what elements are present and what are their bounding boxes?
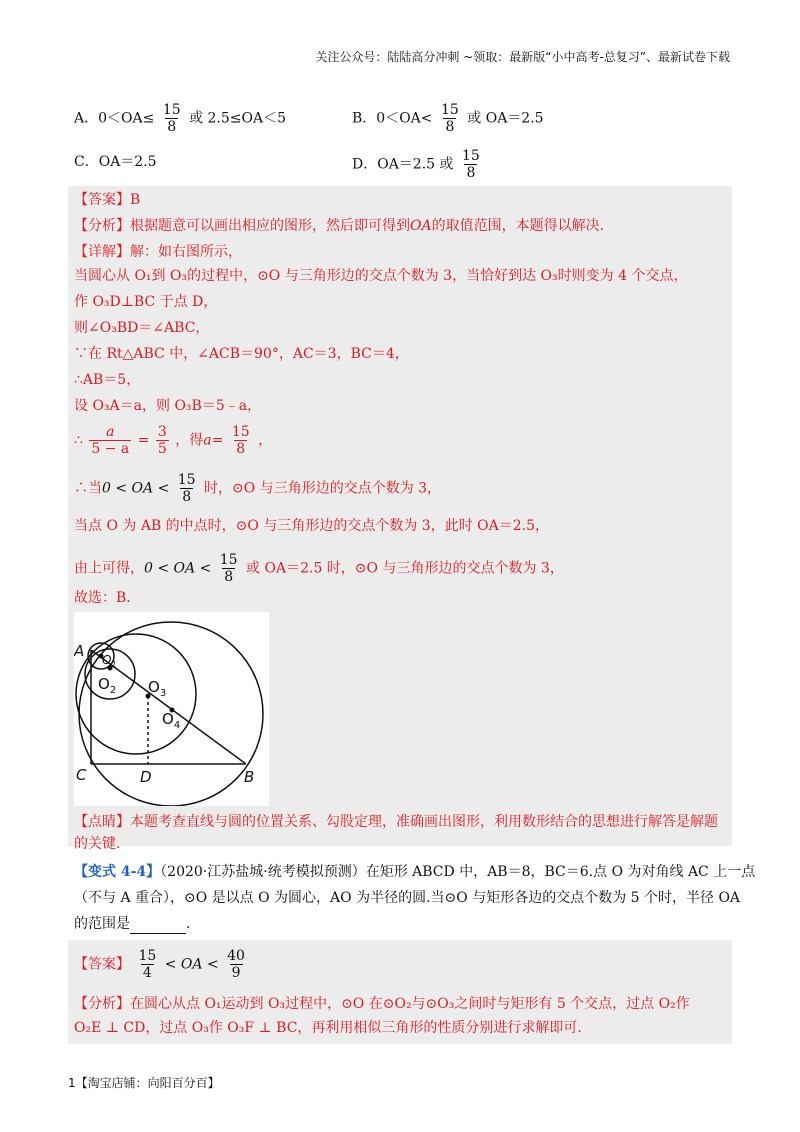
frac-num: 15 xyxy=(177,472,196,488)
fraction-15-8 xyxy=(161,102,183,135)
detail-l7 xyxy=(74,424,272,457)
frac-den: 5 − a xyxy=(91,441,130,457)
l8-suffix: 时，⊙O 与三角形边的交点个数为 3， xyxy=(204,480,442,497)
l7-end: ， xyxy=(258,432,273,449)
variant-line-2: （不与 A 重合），⊙O 是以点 O 为圆心，AO 为半径的圆.当⊙O 与矩形各边的交点个数为 5 个时，半径 OA xyxy=(74,890,741,906)
fraction-40-9 xyxy=(225,948,247,981)
frac-num: 15 xyxy=(231,424,250,440)
label-d: D xyxy=(140,768,152,786)
frac-num: a xyxy=(106,424,115,440)
detail-l5: ∴AB＝5， xyxy=(74,372,141,388)
label-o3-text: O xyxy=(148,678,160,696)
frac-den: 8 xyxy=(466,165,476,181)
fraction-15-8 xyxy=(218,552,240,585)
variant-text-3-end: . xyxy=(186,916,191,932)
detail-l2: 作 O₃D⊥BC 于点 D， xyxy=(74,294,218,310)
analysis-text: 【分析】根据题意可以画出相应的图形，然后即可得到 xyxy=(74,218,410,234)
var-a: a xyxy=(203,432,212,449)
frac-den: 4 xyxy=(142,965,152,981)
fraction-15-8 xyxy=(230,424,252,457)
detail-l8 xyxy=(74,472,441,505)
l10-prefix: 由上可得， xyxy=(74,560,144,577)
variant-line-3 xyxy=(74,914,190,934)
l8-expr: 0 < OA < xyxy=(102,480,170,497)
frac-den: 9 xyxy=(231,965,241,981)
variant-answer xyxy=(74,948,249,981)
detail-l6: 设 O₃A＝a，则 O₃B＝5﹣a， xyxy=(74,398,262,414)
variant-answer-mid: < OA < xyxy=(164,956,219,973)
detail-l4: ∵在 Rt△ABC 中，∠ACB＝90°，AC＝3，BC＝4， xyxy=(74,346,409,362)
label-b: B xyxy=(244,768,255,786)
option-b-suffix: 或 OA＝2.5 xyxy=(467,110,544,127)
frac-den: 8 xyxy=(236,441,246,457)
detail-line: 【详解】解：如右图所示， xyxy=(74,244,242,260)
option-c: C．OA＝2.5 xyxy=(74,154,157,170)
label-o2-sub: 2 xyxy=(109,685,117,696)
page-header: 关注公众号：陆陆高分冲刺 ~领取：最新版“小中高考-总复习”、最新试卷下载 xyxy=(315,50,730,64)
option-a-suffix: 或 2.5≤OA＜5 xyxy=(189,110,287,127)
frac-den: 8 xyxy=(224,569,234,585)
fraction-15-8 xyxy=(439,102,461,135)
label-o1-text: O xyxy=(102,653,112,667)
label-a: A xyxy=(74,642,85,660)
frac-num: 3 xyxy=(157,424,167,440)
frac-den: 8 xyxy=(445,119,455,135)
page-footer: 1【淘宝店铺：向阳百分百】 xyxy=(68,1076,220,1090)
variant-text-1: （2020·江苏盐城·统考模拟预测）在矩形 ABCD 中，AB＝8，BC＝6.点 O 为对角线 AC 上一点 xyxy=(160,864,756,880)
option-a xyxy=(74,102,286,135)
variant-analysis-1: 【分析】在圆心从点 O₁运动到 O₃过程中，⊙O 在⊙O₂与⊙O₃之间时与矩形有 5 个交点，过点 O₂作 xyxy=(74,996,690,1012)
label-o2-text: O xyxy=(98,675,110,693)
fraction-15-4 xyxy=(136,948,158,981)
variant-line-1 xyxy=(74,862,755,882)
fraction-15-8 xyxy=(176,472,198,505)
variant-tag: 【变式 4-4】 xyxy=(74,864,161,880)
option-d-prefix: D．OA＝2.5 或 xyxy=(352,156,454,173)
frac-den: 8 xyxy=(167,119,177,135)
analysis-end: 的取值范围，本题得以解决. xyxy=(431,218,605,234)
equals: = xyxy=(137,432,150,449)
label-o2 xyxy=(98,675,116,696)
answer-line: 【答案】B xyxy=(74,192,141,208)
fraction-3-5 xyxy=(156,424,169,457)
lt-sign: < xyxy=(420,110,433,127)
point-line-2: 的关键. xyxy=(74,836,121,852)
l10-suffix: 或 OA＝2.5 时，⊙O 与三角形边的交点个数为 3， xyxy=(246,560,564,577)
option-a-prefix: A．0＜OA≤ xyxy=(74,110,155,127)
frac-num: 15 xyxy=(461,148,480,164)
label-o4-text: O xyxy=(162,710,174,728)
frac-num: 40 xyxy=(227,948,245,964)
frac-den: 8 xyxy=(182,489,192,505)
variant-answer-tag: 【答案】 xyxy=(74,956,130,973)
frac-den: 5 xyxy=(157,441,167,457)
frac-num: 15 xyxy=(138,948,157,964)
analysis-line xyxy=(74,216,604,236)
label-o1-sub: 1 xyxy=(111,660,117,669)
detail-l1: 当圆心从 O₁到 O₃的过程中，⊙O 与三角形边的交点个数为 3，当恰好到达 O₃时则变为 4 个交点， xyxy=(74,268,688,284)
frac-num: 15 xyxy=(162,102,181,118)
variant-analysis-2: O₂E ⊥ CD，过点 O₃作 O₃F ⊥ BC，再利用相似三角形的性质分别进行求解即可. xyxy=(74,1020,582,1036)
l7-mid: ，得 xyxy=(175,432,204,449)
variant-text-3: 的范围是 xyxy=(74,916,130,932)
fraction-15-8 xyxy=(460,148,482,181)
frac-num: 15 xyxy=(219,552,238,568)
geometry-figure xyxy=(74,612,269,806)
answer-blank xyxy=(130,919,186,934)
l10-expr: 0 < OA < xyxy=(144,560,212,577)
equals: = xyxy=(211,432,224,449)
option-b xyxy=(352,102,544,135)
label-o3-sub: 3 xyxy=(159,688,167,699)
geometry-figure-svg xyxy=(74,612,269,806)
detail-l9: 当点 O 为 AB 的中点时，⊙O 与三角形边的交点个数为 3，此时 OA＝2.5， xyxy=(74,518,549,534)
l7-prefix: ∴ xyxy=(74,432,83,449)
analysis-var: OA xyxy=(410,218,432,234)
detail-l11: 故选：B． xyxy=(74,590,141,606)
label-o3 xyxy=(148,678,166,699)
detail-l3: 则∠O₃BD＝∠ABC， xyxy=(74,320,210,336)
point-line-1: 【点睛】本题考查直线与圆的位置关系、勾股定理，准确画出图形，利用数形结合的思想进行解答是解题 xyxy=(74,814,718,830)
label-c: C xyxy=(76,766,87,784)
frac-num: 15 xyxy=(440,102,459,118)
l8-prefix: ∴当 xyxy=(74,480,102,497)
detail-l10 xyxy=(74,552,564,585)
fraction-a-5-a xyxy=(89,424,131,457)
option-b-prefix: B．0＜OA xyxy=(352,110,421,127)
label-o4-sub: 4 xyxy=(173,720,181,731)
option-d xyxy=(352,148,484,181)
